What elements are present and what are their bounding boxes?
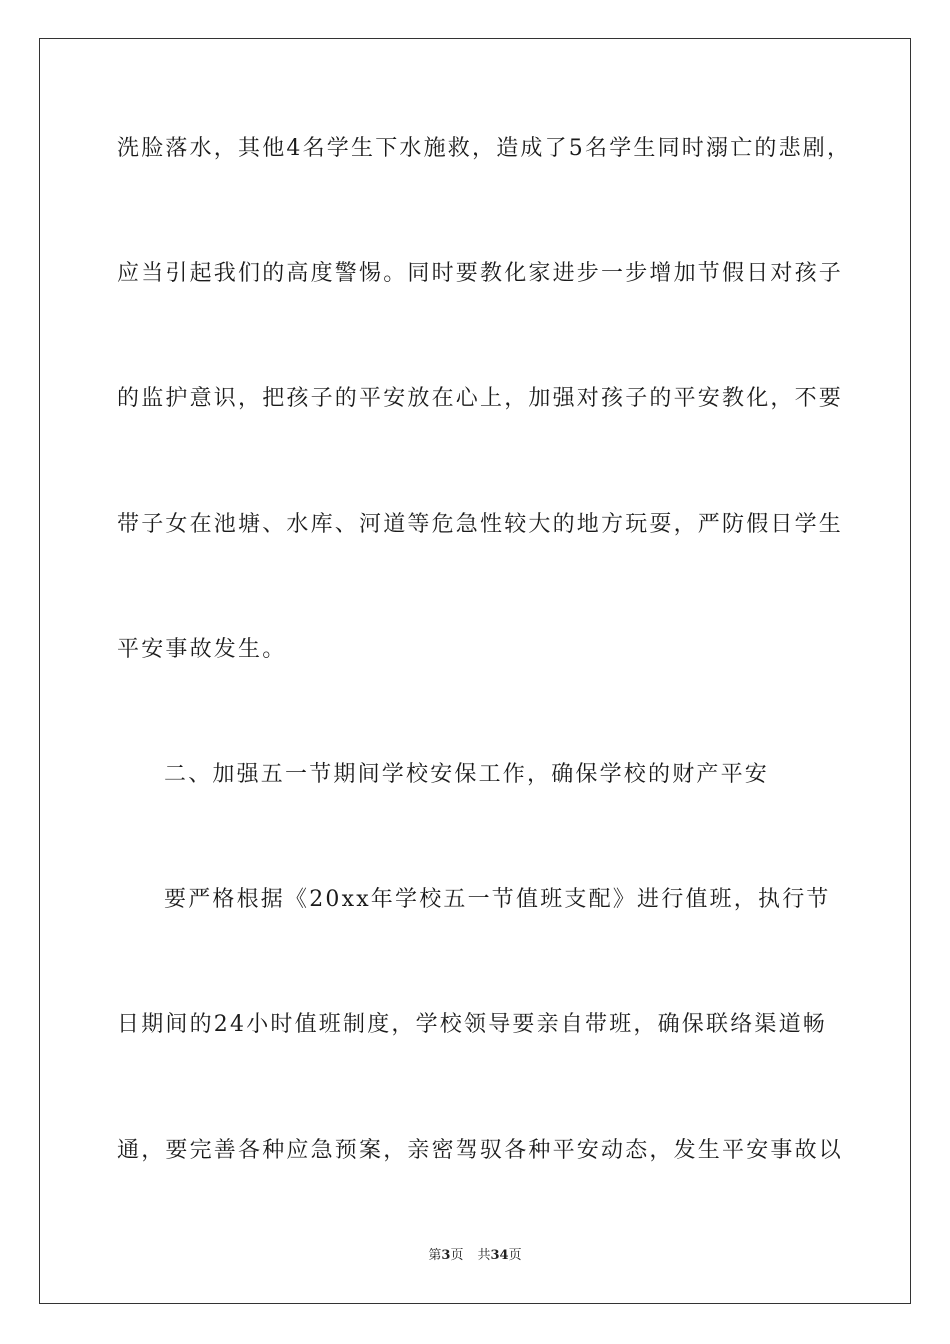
body-line-1: 洗脸落水，其他4名学生下水施救，造成了5名学生同时溺亡的悲剧， <box>117 136 852 161</box>
page-suffix: 页 <box>450 1248 464 1263</box>
page-footer <box>0 1247 950 1265</box>
body-line-7: 要严格根据《20xx年学校五一节值班支配》进行值班，执行节 <box>164 887 831 912</box>
total-pages: 34 <box>490 1248 509 1263</box>
total-prefix: 共 <box>477 1248 491 1263</box>
body-line-4: 带子女在池塘、水库、河道等危急性较大的地方玩耍，严防假日学生 <box>117 512 844 537</box>
body-line-9: 通，要完善各种应急预案，亲密驾驭各种平安动态，发生平安事故以 <box>117 1138 844 1163</box>
body-line-2: 应当引起我们的高度警惕。同时要教化家进步一步增加节假日对孩子 <box>117 261 844 286</box>
body-line-8: 日期间的24小时值班制度，学校领导要亲自带班，确保联络渠道畅 <box>117 1012 827 1037</box>
page-number: 3 <box>441 1248 451 1263</box>
page-prefix: 第 <box>428 1248 442 1263</box>
body-line-5: 平安事故发生。 <box>117 637 287 662</box>
page-border <box>39 38 911 1304</box>
section-heading: 二、加强五一节期间学校安保工作，确保学校的财产平安 <box>164 762 770 787</box>
body-line-3: 的监护意识，把孩子的平安放在心上，加强对孩子的平安教化，不要 <box>117 386 844 411</box>
total-suffix: 页 <box>508 1248 522 1263</box>
